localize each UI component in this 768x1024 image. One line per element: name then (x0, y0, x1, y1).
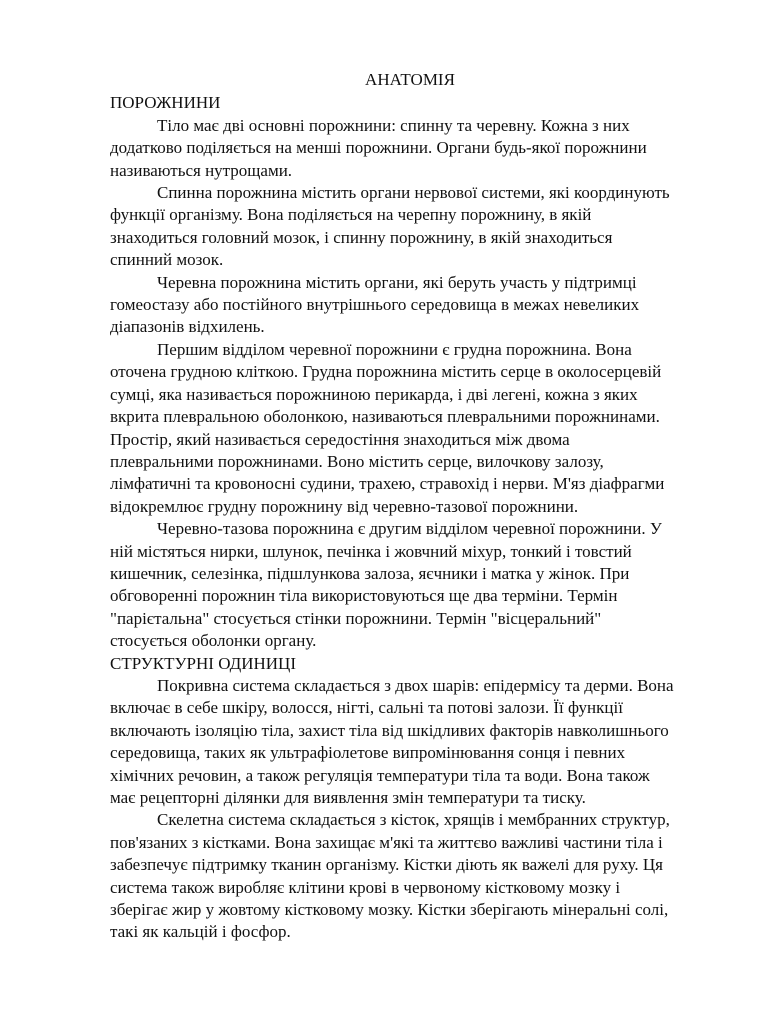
paragraph-line: додатково поділяється на менші порожнини. Органи будь-якої порожнини (110, 138, 647, 158)
paragraph-line: спинний мозок. (110, 250, 224, 270)
paragraph-line: Першим відділом черевної порожнини є грудна порожнина. Вона (157, 339, 632, 359)
paragraph-line: сумці, яка називається порожниною перикарда, і дві легені, кожна з яких (110, 384, 638, 404)
paragraph-line: Скелетна система складається з кісток, хрящів і мембранних структур, (157, 810, 670, 830)
document-body (110, 69, 710, 944)
paragraph (110, 675, 710, 809)
section-heading: СТРУКТУРНІ ОДИНИЦІ (110, 653, 296, 673)
paragraph (110, 272, 710, 339)
paragraph-line: такі як кальцій і фосфор. (110, 922, 291, 942)
document-title: АНАТОМІЯ (365, 70, 455, 89)
paragraph-line: ній містяться нирки, шлунок, печінка і жовчний міхур, тонкий і товстий (110, 541, 632, 561)
paragraph (110, 339, 710, 518)
paragraph-line: Покривна система складається з двох шарів: епідермісу та дерми. Вона (157, 675, 674, 695)
paragraph-line: Тіло має дві основні порожнини: спинну та черевну. Кожна з них (157, 115, 630, 135)
paragraph-line: система також виробляє клітини крові в червоному кістковому мозку і (110, 877, 621, 897)
paragraph-line: Черевна порожнина містить органи, які беруть участь у підтримці (157, 272, 637, 292)
paragraph-line: Спинна порожнина містить органи нервової системи, які координують (157, 183, 670, 203)
section (110, 653, 710, 944)
paragraph-line: стосується оболонки органу. (110, 631, 317, 651)
paragraph-line: називаються нутрощами. (110, 160, 293, 180)
paragraph-line: середовища, таких як ультрафіолетове випромінювання сонця і певних (110, 743, 626, 763)
paragraph-line: плевральними порожнинами. Воно містить серце, вилочкову залозу, (110, 451, 604, 471)
paragraph-line: Простір, який називається середостіння знаходиться між двома (110, 429, 570, 449)
paragraph-line: оточена грудною кліткою. Грудна порожнина містить серце в околосерцевій (110, 362, 662, 382)
paragraph-line: має рецепторні ділянки для виявлення змін температури та тиску. (110, 788, 586, 807)
paragraph-line: функції організму. Вона поділяється на черепну порожнину, в якій (110, 205, 592, 225)
paragraph (110, 809, 710, 943)
paragraph (110, 518, 710, 652)
paragraph-line: вкрита плевральною оболонкою, називаються плевральними порожнинами. (110, 407, 660, 427)
paragraph-line: Черевно-тазова порожнина є другим відділом черевної порожнини. У (157, 519, 662, 539)
paragraph-line: пов'язаних з кістками. Вона захищає м'які та життєво важливі частини тіла і (110, 832, 663, 852)
paragraph-line: "парієтальна" стосується стінки порожнини. Термін "вісцеральний" (110, 608, 602, 628)
paragraph-line: включають ізоляцію тіла, захист тіла від шкідливих факторів навколишнього (110, 720, 669, 740)
paragraph-line: зберігає жир у жовтому кістковому мозку. Кістки зберігають мінеральні солі, (110, 900, 669, 920)
paragraph (110, 182, 710, 272)
paragraph-line: відокремлює грудну порожнину від черевно-тазової порожнини. (110, 496, 579, 516)
section (110, 92, 710, 652)
paragraph-line: знаходиться головний мозок, і спинну порожнину, в якій знаходиться (110, 227, 613, 247)
section-heading: ПОРОЖНИНИ (110, 93, 221, 113)
paragraph-line: включає в себе шкіру, волосся, нігті, сальні та потові залози. Її функції (110, 698, 623, 718)
paragraph (110, 115, 710, 182)
paragraph-line: обговоренні порожнин тіла використовуються ще два терміни. Термін (110, 586, 618, 606)
paragraph-line: гомеостазу або постійного внутрішнього середовища в межах невеликих (110, 295, 640, 315)
paragraph-line: забезпечує підтримку тканин організму. Кістки діють як важелі для руху. Ця (110, 855, 663, 875)
paragraph-line: кишечник, селезінка, підшлункова залоза, яєчники і матка у жінок. При (110, 563, 630, 583)
paragraph-line: лімфатичні та кровоносні судини, трахею, стравохід і нерви. М'яз діафрагми (110, 474, 665, 494)
paragraph-line: хімічних речовин, а також регуляція температури тіла та води. Вона також (110, 765, 650, 785)
paragraph-line: діапазонів відхилень. (110, 317, 265, 337)
